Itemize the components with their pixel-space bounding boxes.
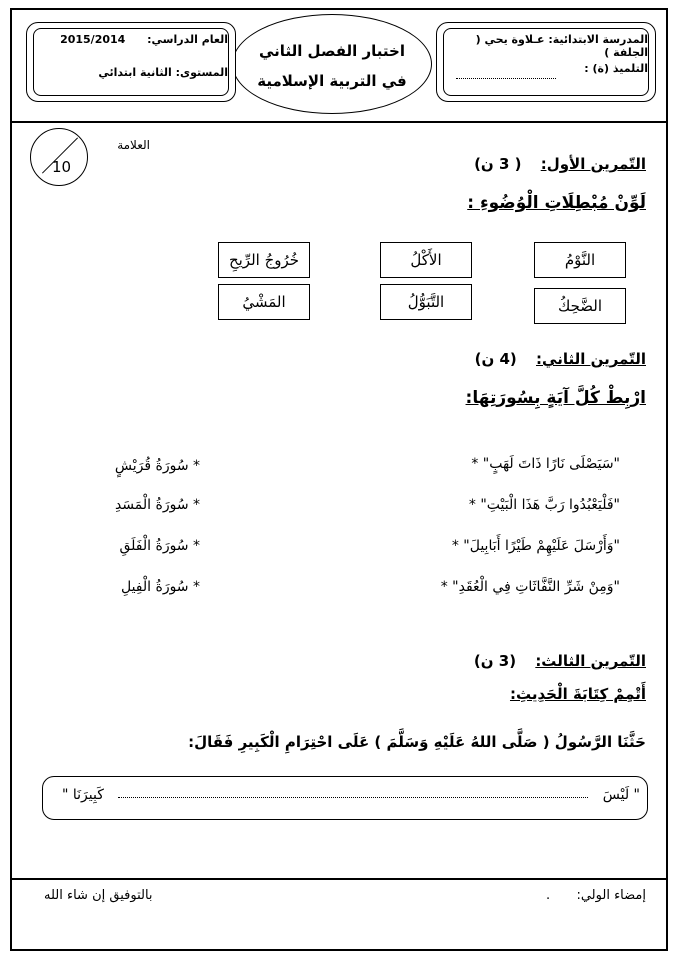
year-label-text: العام الدراسي: — [147, 33, 228, 46]
verse-1[interactable]: "سَيَصْلَى نَارًا ذَاتَ لَهَبٍ" * — [471, 456, 620, 472]
exam-title-line1: اختبار الفصل الثاني — [259, 42, 405, 60]
exercise3-title — [474, 652, 646, 670]
verse-4[interactable]: "وَمِنْ شَرِّ النَّفَّاثَاتِ فِي الْعُقَدِ" * — [440, 579, 620, 595]
word-box-5[interactable]: التَّبَوُّلُ — [380, 284, 472, 320]
exam-title-oval — [232, 14, 432, 114]
exercise2-instruction: ارْبِطْ كُلَّ آيَةٍ بِسُورَتِهَا: — [465, 388, 646, 408]
exercise1-instruction: لَوِّنْ مُبْطِلَاتِ الْوُضُوءِ : — [467, 193, 646, 213]
verse-3[interactable]: "وَأَرْسَلَ عَلَيْهِمْ طَيْرًا أَبَابِيلَ" * — [451, 538, 620, 554]
hadith-end: كَبِيرَنَا " — [62, 787, 104, 803]
exercise3-points: (3 ن) — [473, 652, 517, 670]
header-divider — [10, 121, 668, 123]
word-box-3[interactable]: خُرُوجُ الرِّيحِ — [218, 242, 310, 278]
word-box-6[interactable]: المَشْيُ — [218, 284, 310, 320]
surah-3[interactable]: * سُورَةُ الْفَلَقِ — [119, 538, 200, 554]
exercise2-points: (4 ن) — [474, 350, 517, 368]
surah-1[interactable]: * سُورَةُ قُرَيْشٍ — [114, 458, 200, 474]
exercise3-instruction: أَتْمِمْ كِتَابَةَ الْحَدِيثِ: — [509, 685, 646, 703]
student-name-line[interactable] — [456, 78, 556, 79]
surah-2[interactable]: * سُورَةُ الْمَسَدِ — [114, 497, 200, 513]
footer-divider — [10, 878, 668, 880]
word-box-1[interactable]: النَّوْمُ — [534, 242, 626, 278]
hadith-fill-line[interactable] — [118, 797, 588, 798]
hadith-intro: حَثَّنَا الرَّسُولُ ( صَلَّى اللهُ عَلَيْهِ وَسَلَّمَ ) عَلَى احْتِرَامِ الْكَبِيرِ فَقَالَ: — [188, 733, 646, 751]
guardian-signature: إمضاء الولي: — [576, 888, 646, 903]
signature-dot: . — [546, 888, 551, 903]
exercise2-title — [475, 350, 646, 368]
year-value: 2015/2014 — [60, 33, 126, 46]
exercise3-heading: التّمرين الثالث: — [535, 652, 646, 670]
exercise1-points: ( 3 ن) — [474, 155, 522, 173]
grade-label: العلامة — [117, 138, 150, 152]
closing-wish: بالتوفيق إن شاء الله — [44, 888, 153, 903]
school-label: المدرسة الابتدائية: عـلاوة يحي ( الجلفة ) — [475, 33, 648, 59]
word-box-4[interactable]: الضَّحِكُ — [534, 288, 626, 324]
hadith-answer-box[interactable] — [42, 776, 648, 820]
exam-title-line2: في التربية الإسلامية — [257, 72, 407, 90]
grade-total: 10 — [52, 158, 72, 176]
exercise2-heading: التّمرين الثاني: — [536, 350, 646, 368]
exercise1-heading: التّمرين الأول: — [540, 155, 646, 173]
level-label: المستوى: الثانية ابتدائي — [98, 66, 228, 79]
verse-2[interactable]: "فَلْيَعْبُدُوا رَبَّ هَذَا الْبَيْتِ" * — [468, 497, 620, 513]
exercise1-title — [474, 155, 646, 173]
surah-4[interactable]: * سُورَةُ الْفِيلِ — [120, 579, 200, 595]
hadith-start: " لَيْسَ — [602, 787, 640, 803]
word-box-2[interactable]: الأَكْلُ — [380, 242, 472, 278]
student-label: التلميذ (ة) : — [584, 62, 648, 75]
year-label — [48, 33, 228, 46]
